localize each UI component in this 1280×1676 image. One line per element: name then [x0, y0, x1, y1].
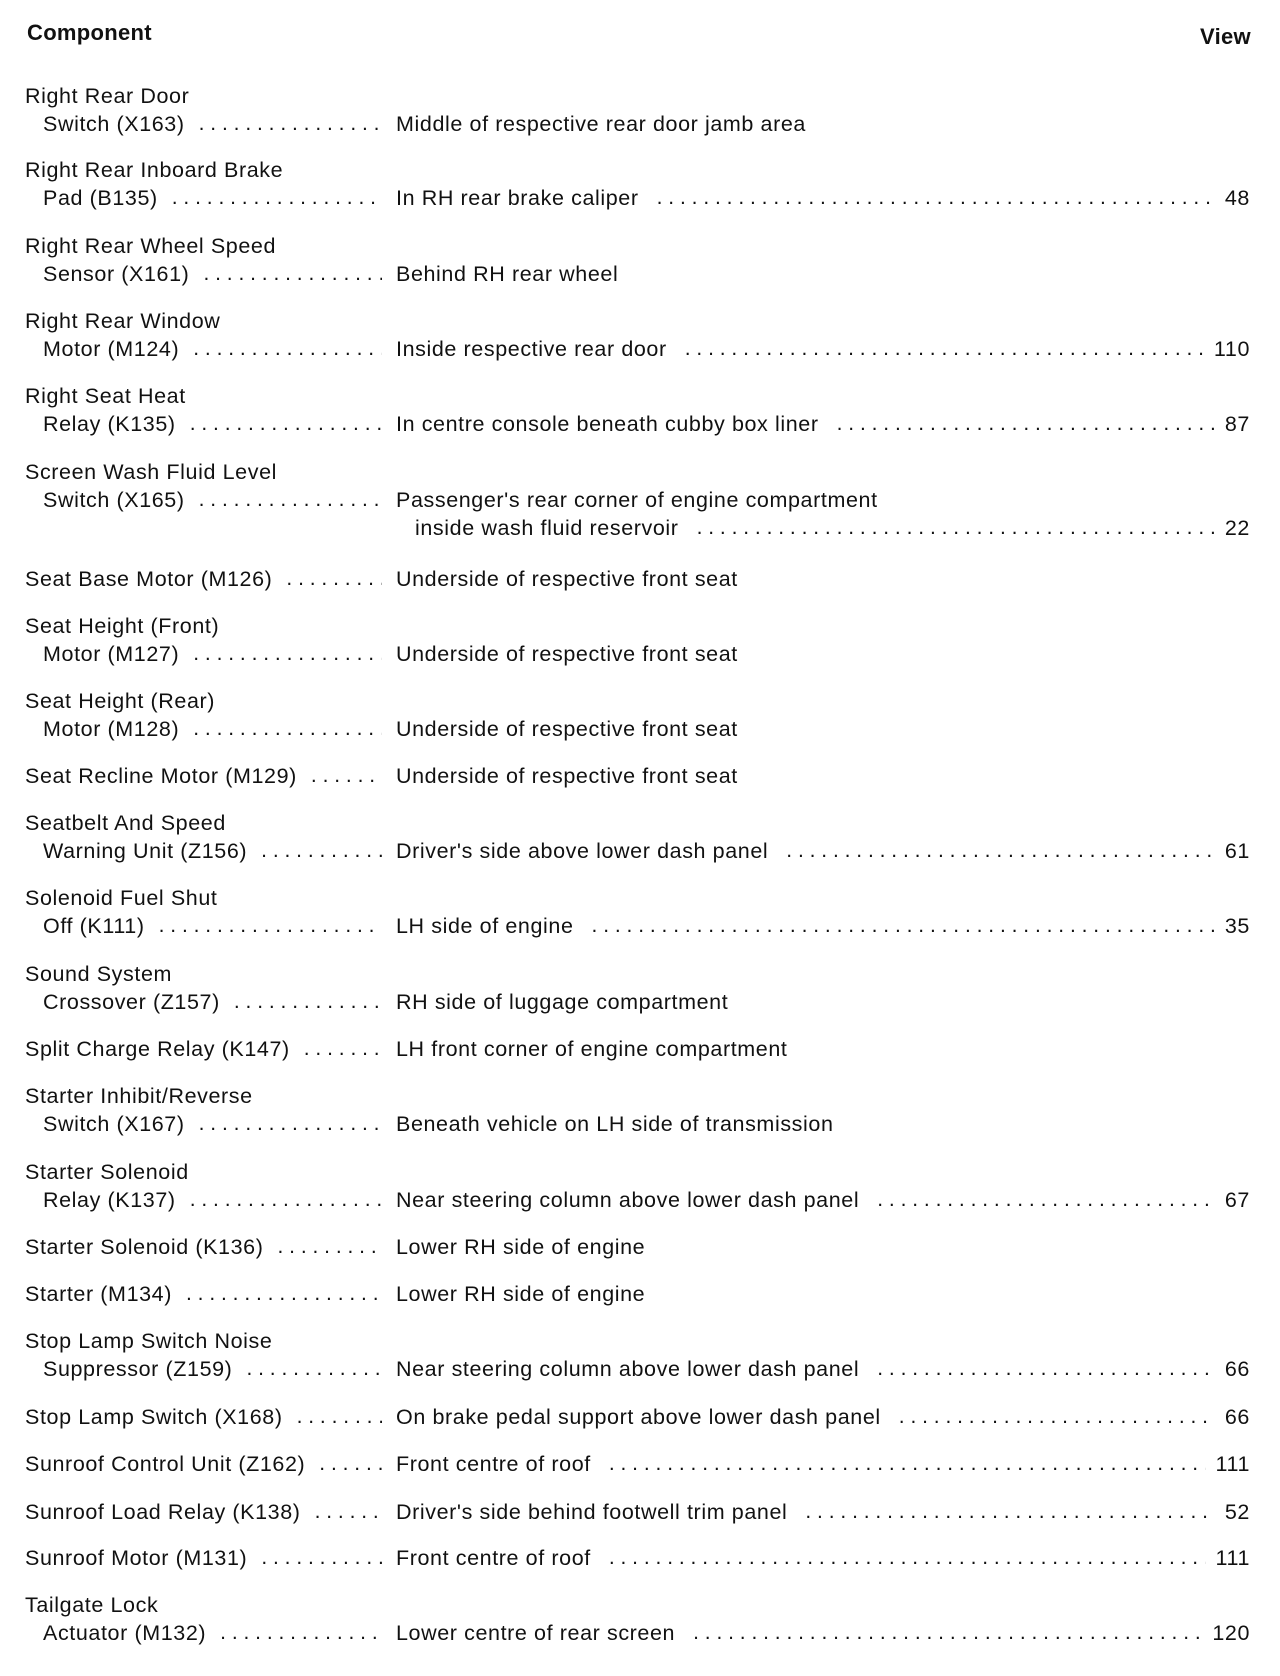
component-name: Screen Wash Fluid Level [25, 460, 278, 484]
component-name-continued: Relay (K135) [43, 412, 176, 436]
dot-leader [685, 337, 1204, 361]
component-name: Sunroof Motor (M131) [25, 1546, 248, 1570]
component-name: Right Seat Heat [25, 384, 186, 408]
dot-leader [786, 839, 1215, 863]
component-name: Starter Inhibit/Reverse [25, 1084, 253, 1108]
dot-leader [199, 1112, 382, 1136]
dot-leader [805, 1500, 1214, 1524]
component-name-continued: Motor (M124) [43, 337, 180, 361]
location-description: In RH rear brake caliper [396, 186, 639, 210]
view-number: 22 [1224, 516, 1250, 540]
view-number: 111 [1215, 1546, 1250, 1570]
view-number: 87 [1224, 412, 1250, 436]
component-name: Stop Lamp Switch (X168) [25, 1405, 283, 1429]
dot-leader [304, 1037, 382, 1061]
dot-leader [286, 567, 382, 591]
dot-leader [315, 1500, 382, 1524]
dot-leader [657, 186, 1215, 210]
view-number: 61 [1224, 839, 1250, 863]
dot-leader [261, 1546, 382, 1570]
component-name: Sound System [25, 962, 173, 986]
view-number: 35 [1224, 914, 1250, 938]
dot-leader [172, 186, 382, 210]
dot-leader [190, 412, 382, 436]
component-name: Sunroof Load Relay (K138) [25, 1500, 301, 1524]
component-name: Starter Solenoid (K136) [25, 1235, 264, 1259]
component-name: Right Rear Inboard Brake [25, 158, 284, 182]
view-number: 120 [1212, 1621, 1250, 1645]
component-name: Starter Solenoid [25, 1160, 189, 1184]
component-name: Seat Height (Front) [25, 614, 220, 638]
component-name-continued: Actuator (M132) [43, 1621, 207, 1645]
location-description: Lower RH side of engine [396, 1235, 646, 1259]
component-name-continued: Off (K111) [43, 914, 145, 938]
component-name: Right Rear Window [25, 309, 221, 333]
dot-leader [877, 1357, 1215, 1381]
component-name-continued: Sensor (X161) [43, 262, 190, 286]
dot-leader [609, 1546, 1206, 1570]
component-name: Stop Lamp Switch Noise [25, 1329, 273, 1353]
component-name: Seatbelt And Speed [25, 811, 226, 835]
dot-leader [159, 914, 382, 938]
component-column-header: Component [27, 20, 152, 45]
view-number: 111 [1215, 1452, 1250, 1476]
component-name: Sunroof Control Unit (Z162) [25, 1452, 306, 1476]
component-name: Seat Recline Motor (M129) [25, 764, 297, 788]
dot-leader [592, 914, 1215, 938]
location-description: Passenger's rear corner of engine compartment [396, 488, 878, 512]
location-description: Front centre of roof [396, 1452, 591, 1476]
view-column-header: View [1200, 24, 1251, 49]
dot-leader [837, 412, 1215, 436]
dot-leader [193, 642, 382, 666]
component-name: Solenoid Fuel Shut [25, 886, 218, 910]
location-description: Near steering column above lower dash panel [396, 1188, 860, 1212]
component-name-continued: Motor (M127) [43, 642, 180, 666]
component-name-continued: Switch (X167) [43, 1112, 185, 1136]
component-name-continued: Relay (K137) [43, 1188, 176, 1212]
location-description-continued: inside wash fluid reservoir [415, 516, 679, 540]
dot-leader [186, 1282, 382, 1306]
dot-leader [297, 1405, 382, 1429]
dot-leader [609, 1452, 1206, 1476]
view-number: 48 [1224, 186, 1250, 210]
location-description: Behind RH rear wheel [396, 262, 619, 286]
component-name-continued: Crossover (Z157) [43, 990, 220, 1014]
dot-leader [319, 1452, 382, 1476]
component-name: Split Charge Relay (K147) [25, 1037, 290, 1061]
dot-leader [261, 839, 382, 863]
component-name: Starter (M134) [25, 1282, 172, 1306]
location-description: Underside of respective front seat [396, 567, 738, 591]
location-description: Lower RH side of engine [396, 1282, 646, 1306]
location-description: Underside of respective front seat [396, 717, 738, 741]
dot-leader [220, 1621, 382, 1645]
dot-leader [234, 990, 382, 1014]
component-name-continued: Warning Unit (Z156) [43, 839, 248, 863]
location-description: On brake pedal support above lower dash panel [396, 1405, 881, 1429]
dot-leader [203, 262, 382, 286]
dot-leader [693, 1621, 1202, 1645]
location-description: Lower centre of rear screen [396, 1621, 676, 1645]
location-description: Near steering column above lower dash panel [396, 1357, 860, 1381]
location-description: Driver's side behind footwell trim panel [396, 1500, 788, 1524]
dot-leader [311, 764, 382, 788]
location-description: LH side of engine [396, 914, 574, 938]
component-name: Seat Base Motor (M126) [25, 567, 273, 591]
dot-leader [877, 1188, 1215, 1212]
component-name: Right Rear Wheel Speed [25, 234, 277, 258]
location-description: Middle of respective rear door jamb area [396, 112, 806, 136]
component-name-continued: Switch (X163) [43, 112, 185, 136]
view-number: 67 [1224, 1188, 1250, 1212]
location-description: LH front corner of engine compartment [396, 1037, 788, 1061]
dot-leader [199, 112, 382, 136]
dot-leader [193, 337, 382, 361]
component-name-continued: Suppressor (Z159) [43, 1357, 233, 1381]
component-name: Seat Height (Rear) [25, 689, 216, 713]
component-name-continued: Pad (B135) [43, 186, 158, 210]
location-description: Inside respective rear door [396, 337, 667, 361]
view-number: 66 [1224, 1405, 1250, 1429]
dot-leader [277, 1235, 382, 1259]
dot-leader [697, 516, 1215, 540]
location-description: In centre console beneath cubby box liner [396, 412, 819, 436]
location-description: Front centre of roof [396, 1546, 591, 1570]
view-number: 52 [1224, 1500, 1250, 1524]
dot-leader [246, 1357, 382, 1381]
location-description: Underside of respective front seat [396, 764, 738, 788]
dot-leader [190, 1188, 382, 1212]
location-description: Underside of respective front seat [396, 642, 738, 666]
component-name-continued: Motor (M128) [43, 717, 180, 741]
location-description: Beneath vehicle on LH side of transmission [396, 1112, 834, 1136]
component-name: Tailgate Lock [25, 1593, 159, 1617]
dot-leader [899, 1405, 1215, 1429]
location-description: RH side of luggage compartment [396, 990, 729, 1014]
view-number: 110 [1213, 337, 1250, 361]
location-description: Driver's side above lower dash panel [396, 839, 769, 863]
dot-leader [193, 717, 382, 741]
component-name-continued: Switch (X165) [43, 488, 185, 512]
view-number: 66 [1224, 1357, 1250, 1381]
dot-leader [199, 488, 382, 512]
component-name: Right Rear Door [25, 84, 190, 108]
